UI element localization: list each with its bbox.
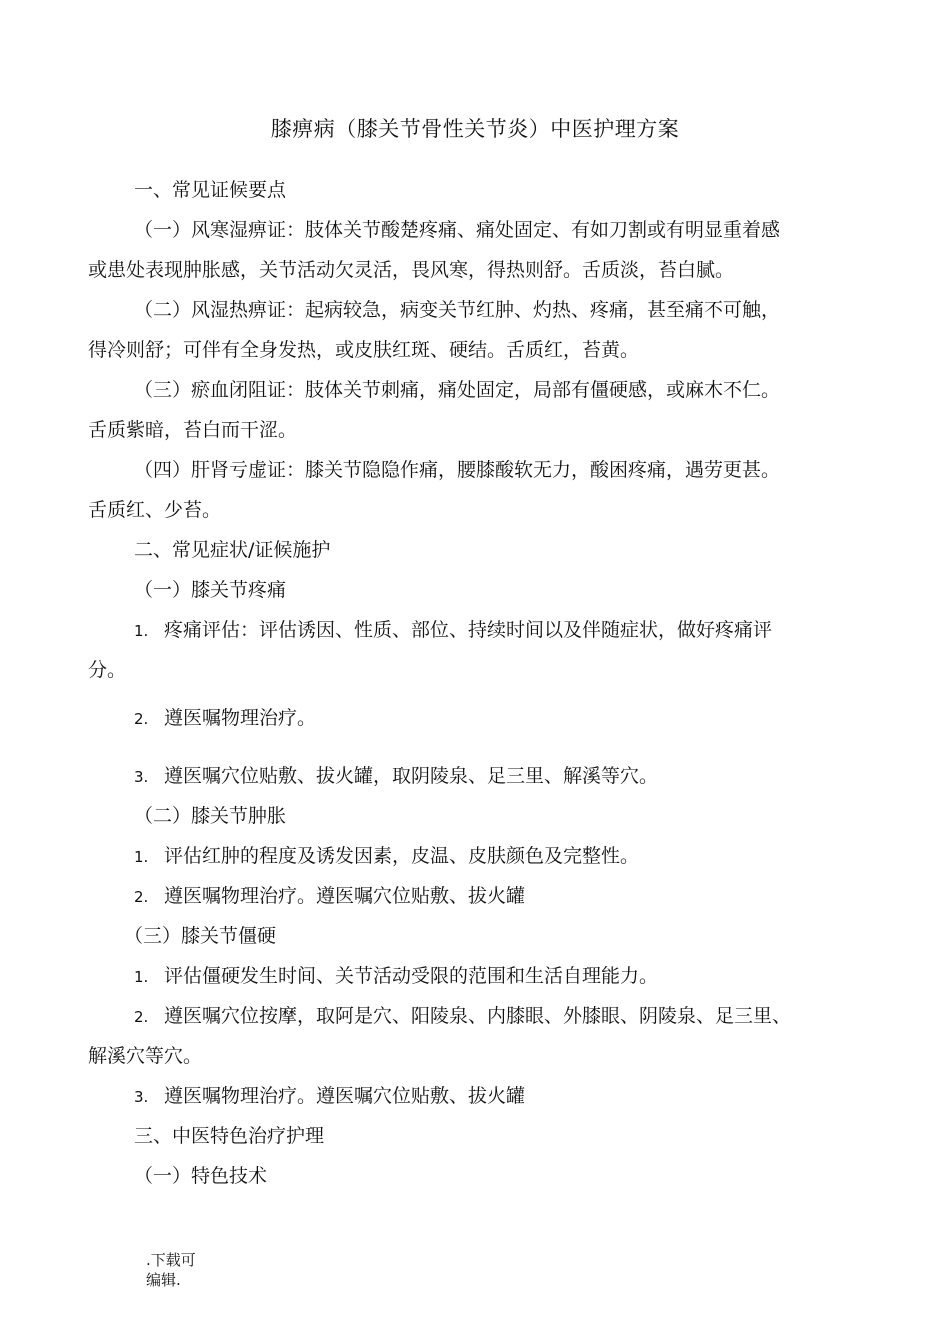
- list-item-continuation: 分。: [88, 659, 127, 681]
- footer-note: [146, 1250, 196, 1290]
- list-item: [134, 616, 772, 645]
- list-item: [134, 762, 658, 791]
- list-number: 1.: [134, 848, 149, 866]
- list-item: [134, 1082, 525, 1111]
- list-number: 1.: [134, 622, 149, 640]
- syndrome-4-line-1: （四）肝肾亏虚证：膝关节隐隐作痛，腰膝酸软无力，酸困疼痛，遇劳更甚。: [134, 459, 781, 481]
- list-number: 2.: [134, 1008, 149, 1026]
- syndrome-3-line-1: （三）瘀血闭阻证：肢体关节刺痛，痛处固定，局部有僵硬感，或麻木不仁。: [134, 379, 781, 401]
- subheading-knee-swelling: （二）膝关节肿胀: [134, 805, 287, 827]
- list-item: [134, 842, 639, 871]
- syndrome-2-line-2: 得冷则舒；可伴有全身发热，或皮肤红斑、硬结。舌质红，苔黄。: [88, 339, 640, 361]
- list-item: [134, 882, 525, 911]
- list-text: 遵医嘱物理治疗。遵医嘱穴位贴敷、拔火罐: [164, 885, 526, 907]
- footer-line-2: 编辑.: [146, 1271, 181, 1289]
- list-text: 评估僵硬发生时间、关节活动受限的范围和生活自理能力。: [164, 965, 659, 987]
- list-number: 3.: [134, 1088, 149, 1106]
- list-text: 遵医嘱物理治疗。遵医嘱穴位贴敷、拔火罐: [164, 1085, 526, 1107]
- list-item: [134, 704, 316, 733]
- list-text: 遵医嘱穴位按摩，取阿是穴、阳陵泉、内膝眼、外膝眼、阴陵泉、足三里、: [164, 1005, 792, 1027]
- list-number: 1.: [134, 968, 149, 986]
- list-item: [134, 1002, 791, 1031]
- syndrome-3-line-2: 舌质紫暗，苔白而干涩。: [88, 419, 298, 441]
- list-text: 评估红肿的程度及诱发因素，皮温、皮肤颜色及完整性。: [164, 845, 640, 867]
- list-number: 2.: [134, 710, 149, 728]
- syndrome-2-line-1: （二）风湿热痹证：起病较急，病变关节红肿、灼热、疼痛，甚至痛不可触，: [134, 299, 781, 321]
- footer-line-1: .下载可: [146, 1251, 196, 1269]
- syndrome-1-line-2: 或患处表现肿胀感，关节活动欠灵活，畏风寒，得热则舒。舌质淡，苔白腻。: [88, 259, 735, 281]
- list-text: 遵医嘱穴位贴敷、拔火罐，取阴陵泉、足三里、解溪等穴。: [164, 765, 659, 787]
- section-heading-2: 二、常见症状/证候施护: [134, 539, 331, 561]
- syndrome-4-line-2: 舌质红、少苔。: [88, 499, 222, 521]
- list-number: 3.: [134, 768, 149, 786]
- list-number: 2.: [134, 888, 149, 906]
- document-title: 膝痹病（膝关节骨性关节炎）中医护理方案: [270, 117, 680, 141]
- list-text: 疼痛评估：评估诱因、性质、部位、持续时间以及伴随症状，做好疼痛评: [164, 619, 773, 641]
- list-item: [134, 962, 658, 991]
- list-text: 遵医嘱物理治疗。: [164, 707, 317, 729]
- section-heading-3: 三、中医特色治疗护理: [134, 1125, 325, 1147]
- subheading-knee-pain: （一）膝关节疼痛: [134, 579, 287, 601]
- syndrome-1-line-1: （一）风寒湿痹证：肢体关节酸楚疼痛、痛处固定、有如刀割或有明显重着感: [134, 219, 781, 241]
- list-item-continuation: 解溪穴等穴。: [88, 1045, 203, 1067]
- section-heading-1: 一、常见证候要点: [134, 179, 287, 201]
- subheading-knee-stiffness: （三）膝关节僵硬: [124, 925, 277, 947]
- subheading-special-techniques: （一）特色技术: [134, 1165, 268, 1187]
